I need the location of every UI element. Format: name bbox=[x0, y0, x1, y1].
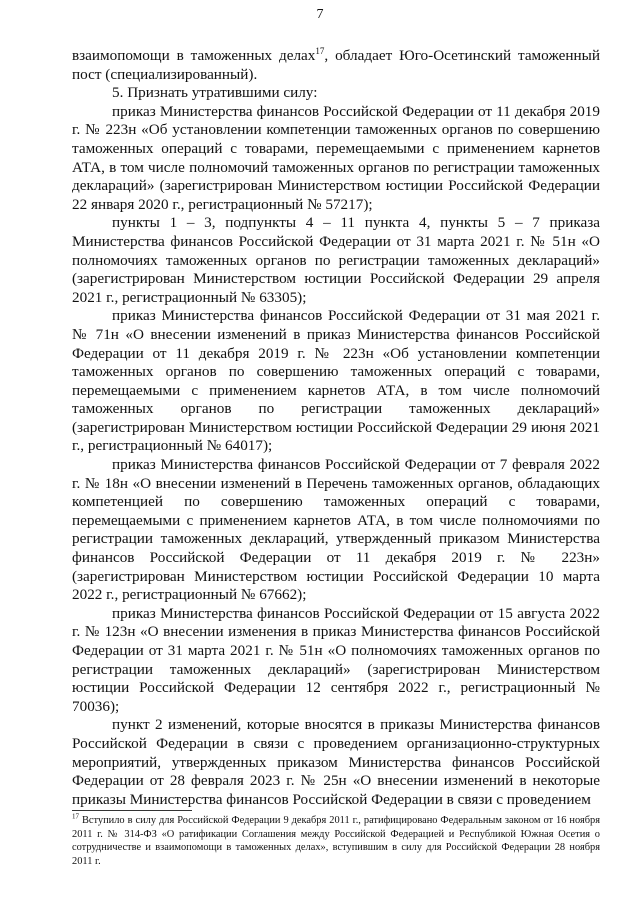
paragraph-text: взаимопомощи в таможенных делах bbox=[72, 47, 316, 64]
page-number: 7 bbox=[316, 7, 324, 22]
footnote-mark: 17 bbox=[72, 812, 79, 821]
paragraph-continuation bbox=[72, 47, 600, 84]
document-body bbox=[72, 47, 600, 809]
footnote bbox=[72, 814, 600, 868]
repealed-order-item: приказ Министерства финансов Российской Федерации от 7 февраля 2022 г. № 18н «О внесении изменений в Перечень таможенных органов, обладающих компетенцией по совершению таможенных операций с товарами, перемещаемыми с применением карнетов АТА, в том числе полномочиями по регистрации таможенных деклараций, утвержденный приказом Министерства финансов Российской Федерации от 11 декабря 2019 г. № 223н» (зарегистрирован Министерством юстиции Российской Федерации 10 марта 2022 г., регистрационный № 67662); bbox=[72, 456, 600, 604]
footnote-paragraph bbox=[72, 814, 600, 868]
repealed-order-item: приказ Министерства финансов Российской Федерации от 15 августа 2022 г. № 123н «О внесении изменения в приказ Министерства финансов Российской Федерации от 31 марта 2021 г. № 51н «О полномочиях таможенных органов по регистрации таможенных деклараций» (зарегистрирован Министерством юстиции Российской Федерации 12 сентября 2022 г., регистрационный № 70036); bbox=[72, 604, 600, 715]
repealed-order-item: приказ Министерства финансов Российской Федерации от 31 мая 2021 г. № 71н «О внесении изменений в приказ Министерства финансов Российской Федерации от 11 декабря 2019 г. № 223н «Об установлении компетенции таможенных органов по совершению таможенных операций с товарами, перемещаемыми с применением карнетов АТА, в том числе полномочий таможенных органов по регистрации таможенных деклараций» (зарегистрирован Министерством юстиции Российской Федерации 29 июня 2021 г., регистрационный № 64017); bbox=[72, 307, 600, 455]
footnote-text: Вступило в силу для Российской Федерации 9 декабря 2011 г., ратифицировано Федеральным законом от 16 ноября 2011 г. № 314-ФЗ «О ратификации Соглашения между Российской Федерацией и Республикой Южная Осетия о сотрудничестве и взаимопомощи в таможенных делах», вступившим в силу для Российской Федерации 28 ноября 2011 г. bbox=[72, 815, 600, 867]
paragraph-text-tail: , обладает Юго-Осетинский таможенный пост (специализированный). bbox=[72, 47, 601, 83]
footnote-reference[interactable]: 17 bbox=[315, 45, 325, 56]
repealed-order-item: пункты 1 – 3, подпункты 4 – 11 пункта 4, пункты 5 – 7 приказа Министерства финансов Российской Федерации от 31 марта 2021 г. № 51н «О полномочиях таможенных органов по регистрации таможенных деклараций» (зарегистрирован Министерством юстиции Российской Федерации 29 апреля 2021 г., регистрационный № 63305); bbox=[72, 214, 600, 306]
repealed-order-item: приказ Министерства финансов Российской Федерации от 11 декабря 2019 г. № 223н «Об установлении компетенции таможенных органов по совершению таможенных операций с товарами, перемещаемыми с применением карнетов АТА, в том числе полномочий таможенных органов по регистрации таможенных деклараций» (зарегистрирован Министерством юстиции Российской Федерации 22 января 2020 г., регистрационный № 57217); bbox=[72, 102, 600, 213]
footnote-divider bbox=[72, 810, 192, 811]
repealed-order-item: пункт 2 изменений, которые вносятся в приказы Министерства финансов Российской Федерации в связи с проведением организационно-структурных мероприятий, утвержденных приказом Министерства финансов Российской Федерации от 28 февраля 2023 г. № 25н «О внесении изменений в некоторые приказы Министерства финансов Российской Федерации в связи с проведением bbox=[72, 716, 600, 808]
section-heading-item-5: 5. Признать утратившими силу: bbox=[112, 84, 318, 102]
